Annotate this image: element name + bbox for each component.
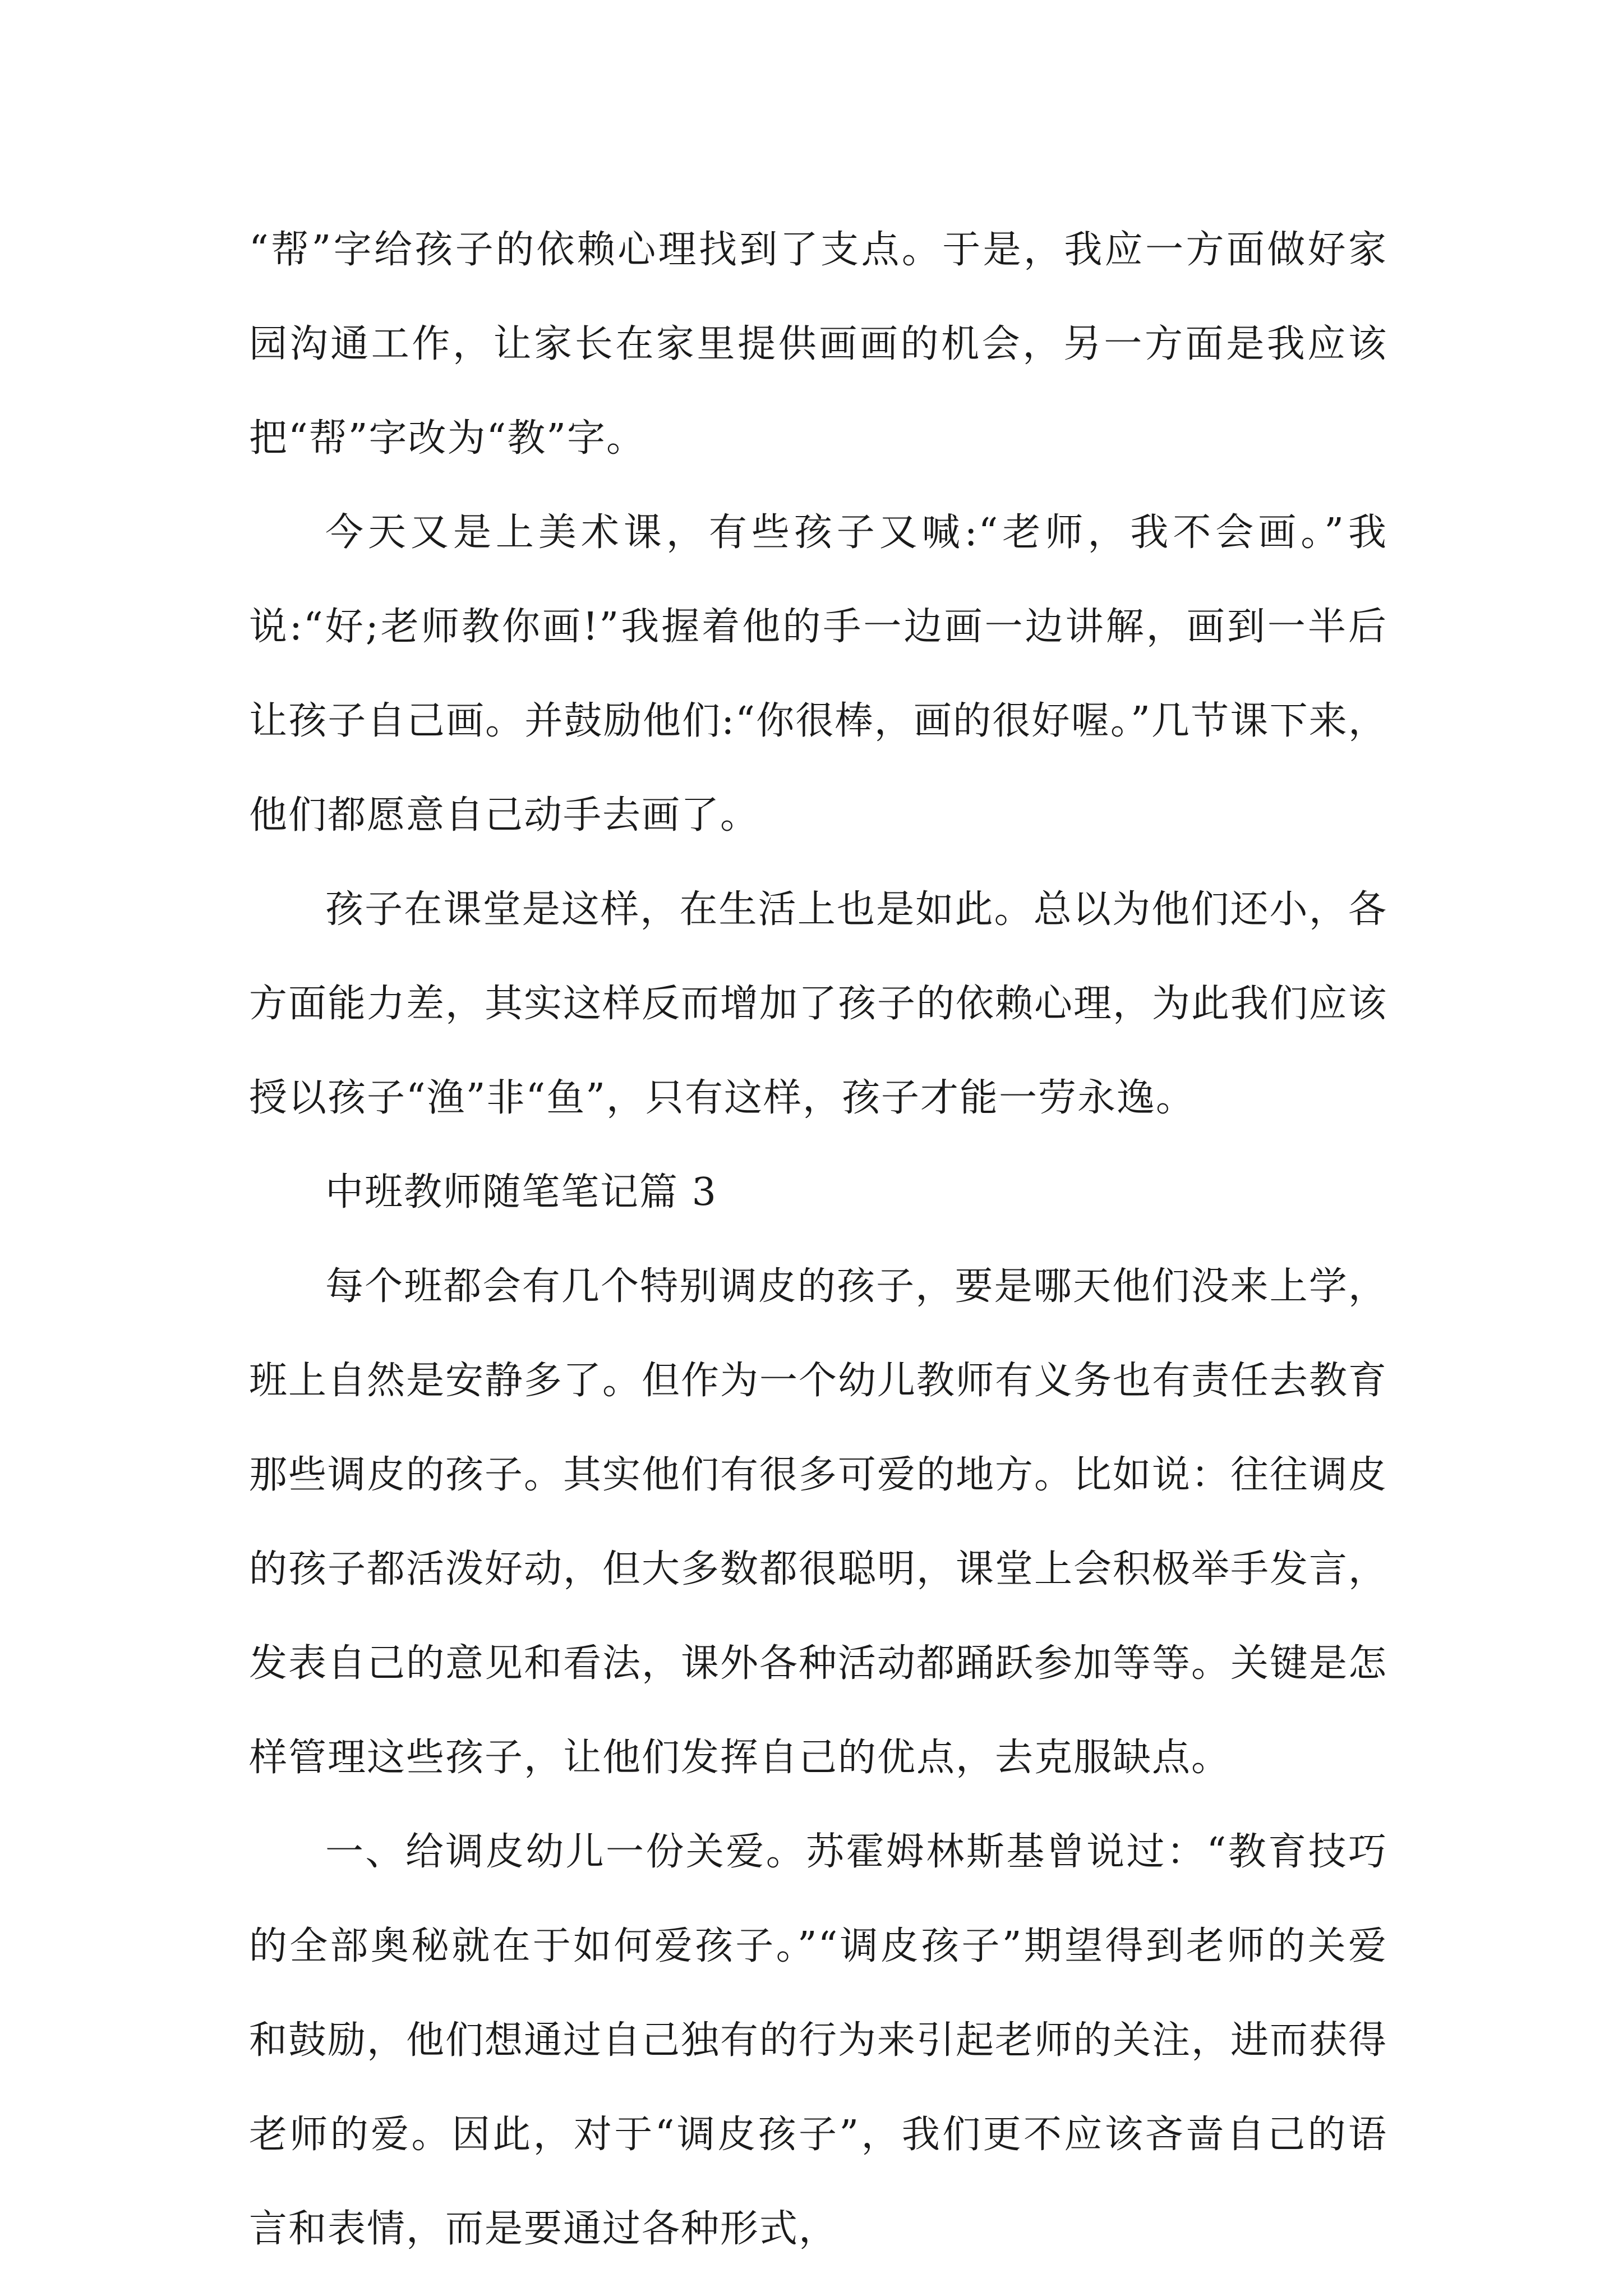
- paragraph-naughty-children: 每个班都会有几个特别调皮的孩子，要是哪天他们没来上学，班上自然是安静多了。但作为一个幼儿教师有义务也有责任去教育那些调皮的孩子。其实他们有很多可爱的地方。比如说：往往调皮的孩子都活泼好动，但大多数都很聪明，课堂上会积极举手发言，发表自己的意见和看法，课外各种活动都踊跃参加等等。关键是怎样管理这些孩子，让他们发挥自己的优点，去克服缺点。: [249, 1264, 1388, 1780]
- paragraph-art-class: 今天又是上美术课，有些孩子又喊:“老师，我不会画。”我说:“好;老师教你画!”我握着他的手一边画一边讲解，画到一半后让孩子自己画。并鼓励他们:“你很棒，画的很好喔。”几节课下来，他们都愿意自己动手去画了。: [249, 510, 1387, 838]
- document-body: [249, 203, 1387, 2276]
- paragraph-continued: “帮”字给孩子的依赖心理找到了支点。于是，我应一方面做好家园沟通工作，让家长在家里提供画画的机会，另一方面是我应该把“帮”字改为“教”字。: [249, 228, 1387, 461]
- paragraph-daily-life: 孩子在课堂是这样，在生活上也是如此。总以为他们还小，各方面能力差，其实这样反而增加了孩子的依赖心理，为此我们应该授以孩子“渔”非“鱼”，只有这样，孩子才能一劳永逸。: [249, 887, 1388, 1120]
- paragraph-care: 一、给调皮幼儿一份关爱。苏霍姆林斯基曾说过：“教育技巧的全部奥秘就在于如何爱孩子。”“调皮孩子”期望得到老师的关爱和鼓励，他们想通过自己独有的行为来引起老师的关注，进而获得老师的爱。因此，对于“调皮孩子”，我们更不应该吝啬自己的语言和表情，而是要通过各种形式，: [249, 1830, 1388, 2251]
- section-heading: 中班教师随笔笔记篇 3: [325, 1170, 717, 1214]
